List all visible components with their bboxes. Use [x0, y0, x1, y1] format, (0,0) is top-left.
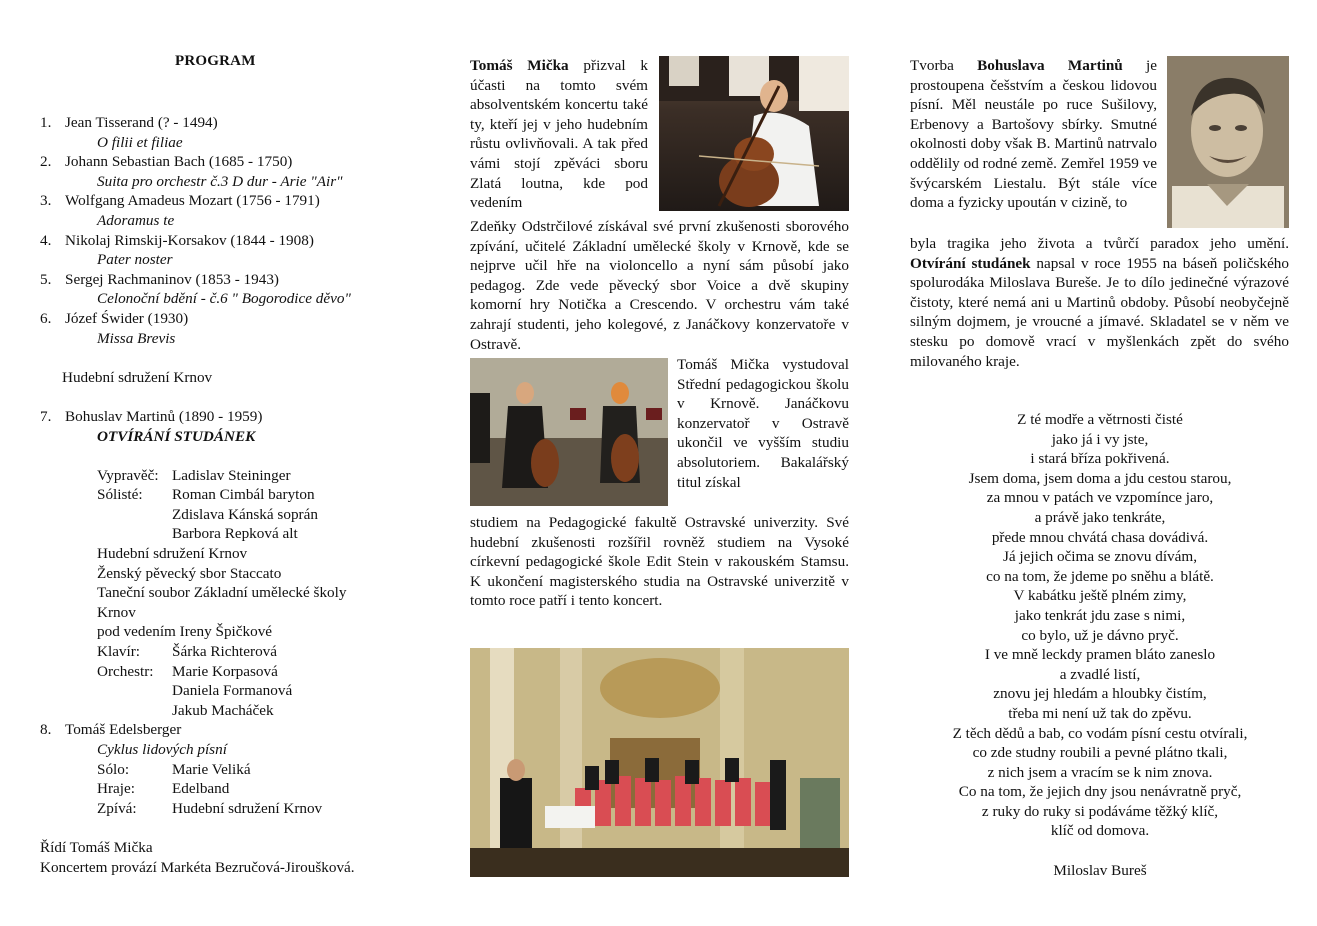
program-item [40, 270, 430, 290]
narrator-label: Vypravěč: [97, 466, 159, 484]
poem-line: Co na tom, že jejich dny jsou nenávratně pryč, [958, 783, 1242, 801]
poem-line: a právě jako tenkráte, [1034, 508, 1166, 526]
credit-row [40, 583, 430, 603]
soloist: Roman Cimbál baryton [172, 486, 315, 504]
credit-row [40, 485, 430, 505]
program-work-row [40, 289, 430, 309]
martinu-text: Tvorba [910, 57, 978, 74]
article-study [677, 355, 849, 492]
item-number: 4. [40, 231, 52, 249]
composer: Józef Świder (1930) [65, 309, 189, 327]
orchestra-member: Marie Korpasová [172, 662, 278, 680]
solo-label: Sólo: [97, 760, 130, 778]
composer: Tomáš Edelsberger [65, 721, 182, 739]
spacer [40, 387, 430, 407]
martinu-text: napsal v roce 1955 na báseň poličského spolurodáka Miloslava Bureše. Je to dílo jedinečné výrazové čistoty, které nemá ani u Martinů obdoby. Působí neobyčejně silným dojmem, je vroucné a jímavé. Skladatel se v něm ve stesku po domově vrací v myšlenkách zpět do svého milovaného kraje. [910, 254, 1289, 370]
soloists-label: Sólisté: [97, 486, 143, 504]
program-list [40, 113, 430, 877]
credit-row [40, 760, 430, 780]
poem-line: Z té modře a větrnosti čisté [1017, 411, 1183, 428]
piano-label: Klavír: [97, 643, 141, 661]
poem-line: a zvadlé listí, [1059, 665, 1141, 683]
work-name: Otvírání studánek [910, 254, 1031, 272]
martinu-portrait-photo [1167, 56, 1289, 228]
article-text: Zdeňky Odstrčilové získával své první zkušenosti sborového zpívání, učitelé Základní umělecké školy v Krnově, kde se nejprve učil hře na violoncello a nyní sám působí jako pedagog. Zde vede pěvecký sbor Voice a dvě skupiny komorní hry Notička a Crescendo. V orchestru vám také zahrají studenti, jeho kolegové, z Janáčkovy konzervatoře v Ostravě. [470, 218, 849, 353]
sings-label: Zpívá: [97, 799, 137, 817]
poem-line: co na tom, že jdeme po sněhu a blátě. [986, 567, 1214, 585]
credit-row [40, 505, 430, 525]
composer: Jean Tisserand (? - 1494) [65, 114, 218, 131]
work-title: OTVÍRÁNÍ STUDÁNEK [97, 427, 256, 445]
article-intro [470, 56, 648, 213]
composer: Bohuslav Martinů (1890 - 1959) [65, 407, 263, 425]
credit-row [40, 622, 430, 642]
poem-line: jako já i vy jste, [1051, 430, 1149, 448]
narrator: Ladislav Steininger [172, 466, 291, 484]
orchestra-member: Jakub Macháček [172, 701, 274, 719]
martinu-text: je prostoupena češstvím a českou lidovou písní. Měl neustále po ruce Sušilovy, Erbenovy a Bartošovy sbírky. Smutné okolnosti doby však B. Martinů natrvalo oddělily od rodné země. Zemřel 1959 ve švýcarském Liestalu. Být stále více doma a fyzicky upoután v cizině, to [910, 57, 1157, 212]
item-number: 7. [40, 407, 52, 425]
article-text: studiem na Pedagogické fakultě Ostravské univerzity. Své hudební zkušenosti rozšířil rovněž studiem na Vysoké církevní pedagogické škole Edit Stein v rakouském Stamsu. K ukončení magisterského studia na Ostravské univerzitě v tomto roce patří i tento koncert. [470, 514, 849, 610]
spacer [40, 446, 430, 466]
plays-label: Hraje: [97, 780, 135, 798]
spacer [40, 348, 430, 368]
cellist-photo [659, 56, 849, 211]
poem-line: I ve mně leckdy pramen bláto zaneslo [984, 646, 1216, 664]
item-number: 5. [40, 270, 52, 288]
group-name: Krnov [97, 603, 136, 621]
pianist: Šárka Richterová [172, 643, 278, 661]
conductor: Řídí Tomáš Mička [40, 838, 153, 856]
program-item [40, 309, 430, 329]
poem-line: i stará bříza pokřivená. [1030, 450, 1170, 468]
item-number: 3. [40, 192, 52, 210]
work-title: O filii et filiae [97, 133, 183, 151]
choir-name: Hudební sdružení Krnov [172, 799, 323, 817]
soloist: Barbora Repková alt [172, 525, 298, 543]
poem-line: klíč od domova. [1050, 822, 1150, 840]
article-continued [470, 217, 849, 354]
poem-line: jako tenkrát jdu zase s nimi, [1014, 606, 1186, 624]
article-text: Tomáš Mička vystudoval Střední pedagogickou školu v Krnově. Janáčkovu konzervatoř v Ostravě ukončil ve vyšším studiu absolutoriem. Bakalářský titul získal [677, 356, 849, 491]
program-item [40, 231, 430, 251]
martinu-intro [910, 56, 1157, 213]
credit-row [40, 642, 430, 662]
credit-row [40, 701, 430, 721]
soloist: Zdislava Kánská soprán [172, 505, 318, 523]
work-title: Celonoční bdění - č.6 " Bogorodice děvo" [97, 290, 351, 308]
credit-row [40, 779, 430, 799]
poem [910, 410, 1290, 880]
credit-row [40, 799, 430, 819]
composer: Nikolaj Rimskij-Korsakov (1844 - 1908) [65, 231, 314, 249]
composer: Sergej Rachmaninov (1853 - 1943) [65, 270, 279, 288]
poem-line: co bylo, už je dávno pryč. [1021, 626, 1179, 644]
program-work-row [40, 329, 430, 349]
spacer [40, 818, 430, 838]
item-number: 6. [40, 309, 52, 327]
item-number: 8. [40, 721, 52, 739]
program-title: PROGRAM [175, 53, 256, 69]
program-work-row [40, 250, 430, 270]
program-item [40, 191, 430, 211]
work-title: Cyklus lidových písní [97, 741, 227, 758]
work-title: Adoramus te [97, 211, 175, 229]
spacer [910, 841, 1290, 861]
program-work-row [40, 211, 430, 231]
group-name: pod vedením Ireny Špičkové [97, 623, 273, 641]
credit-row [40, 466, 430, 486]
poem-line: z nich jsem a vracím se k nim znova. [987, 763, 1213, 781]
musician-name: Tomáš Mička [470, 57, 569, 74]
band-name: Edelband [172, 780, 230, 798]
host: Koncertem provází Markéta Bezručová-Jiroušková. [40, 858, 355, 876]
martinu-text: byla tragika jeho života a tvůrčí paradox jeho umění. [910, 235, 1289, 252]
poem-author: Miloslav Bureš [1053, 861, 1147, 879]
martinu-continued [910, 234, 1289, 371]
composer-name: Bohuslava Martinů [977, 57, 1123, 74]
program-work-row [40, 740, 430, 760]
group-name: Ženský pěvecký sbor Staccato [97, 564, 282, 582]
article-study-continued [470, 513, 849, 611]
item-number: 1. [40, 114, 52, 131]
poem-line: co zde studny roubili a pevné plátno tkali, [972, 744, 1228, 762]
poem-line: přede mnou chvátá chasa dovádivá. [991, 528, 1209, 546]
credit-row [40, 681, 430, 701]
work-title: Suita pro orchestr č.3 D dur - Arie "Air" [97, 172, 343, 190]
credit-row [40, 662, 430, 682]
orchestra-label: Orchestr: [97, 662, 154, 680]
poem-line: znovu jej hledám a hloubky čistím, [993, 685, 1207, 703]
cello-duo-photo [470, 358, 668, 506]
poem-line: Jsem doma, jsem doma a jdu cestou starou, [968, 469, 1232, 487]
ensemble-row [40, 368, 430, 388]
program-work-row [40, 427, 430, 447]
program-item [40, 152, 430, 172]
work-title: Missa Brevis [97, 329, 176, 347]
credit-row [40, 603, 430, 623]
program-work-row [40, 172, 430, 192]
item-number: 2. [40, 153, 52, 171]
solo-singer: Marie Veliká [172, 760, 251, 778]
composer: Wolfgang Amadeus Mozart (1756 - 1791) [65, 192, 320, 210]
conductor-row [40, 838, 430, 858]
work-title: Pater noster [97, 251, 173, 269]
poem-line: V kabátku ještě plném zimy, [1013, 587, 1187, 605]
group-name: Hudební sdružení Krnov [97, 545, 248, 563]
poem-line: Já jejich očima se znovu dívám, [1002, 548, 1197, 566]
article-text: přizval k účasti na tomto svém absolventském koncertu také ty, kteří jej v jeho hudebním růstu ovlivňovali. A tak před vámi stojí zpěváci sboru Zlatá loutna, kde pod vedením [470, 57, 648, 212]
host-row [40, 858, 430, 878]
credit-row [40, 544, 430, 564]
program-item [40, 113, 430, 133]
poem-line: třeba mi není už tak do zpěvu. [1008, 704, 1192, 722]
program-item [40, 407, 430, 427]
choir-photo [470, 648, 849, 877]
ensemble-name: Hudební sdružení Krnov [62, 368, 213, 386]
orchestra-member: Daniela Formanová [172, 682, 293, 700]
group-name: Taneční soubor Základní umělecké školy [97, 584, 347, 602]
composer: Johann Sebastian Bach (1685 - 1750) [65, 153, 293, 171]
poem-line: z ruky do ruky si podáváme těžký klíč, [981, 802, 1219, 820]
poem-line: Z těch dědů a bab, co vodám písní cestu otvírali, [952, 724, 1248, 742]
poem-line: za mnou v patách ve vzpomínce jaro, [986, 489, 1214, 507]
credit-row [40, 524, 430, 544]
program-item [40, 720, 430, 740]
program-work-row [40, 133, 430, 153]
credit-row [40, 564, 430, 584]
